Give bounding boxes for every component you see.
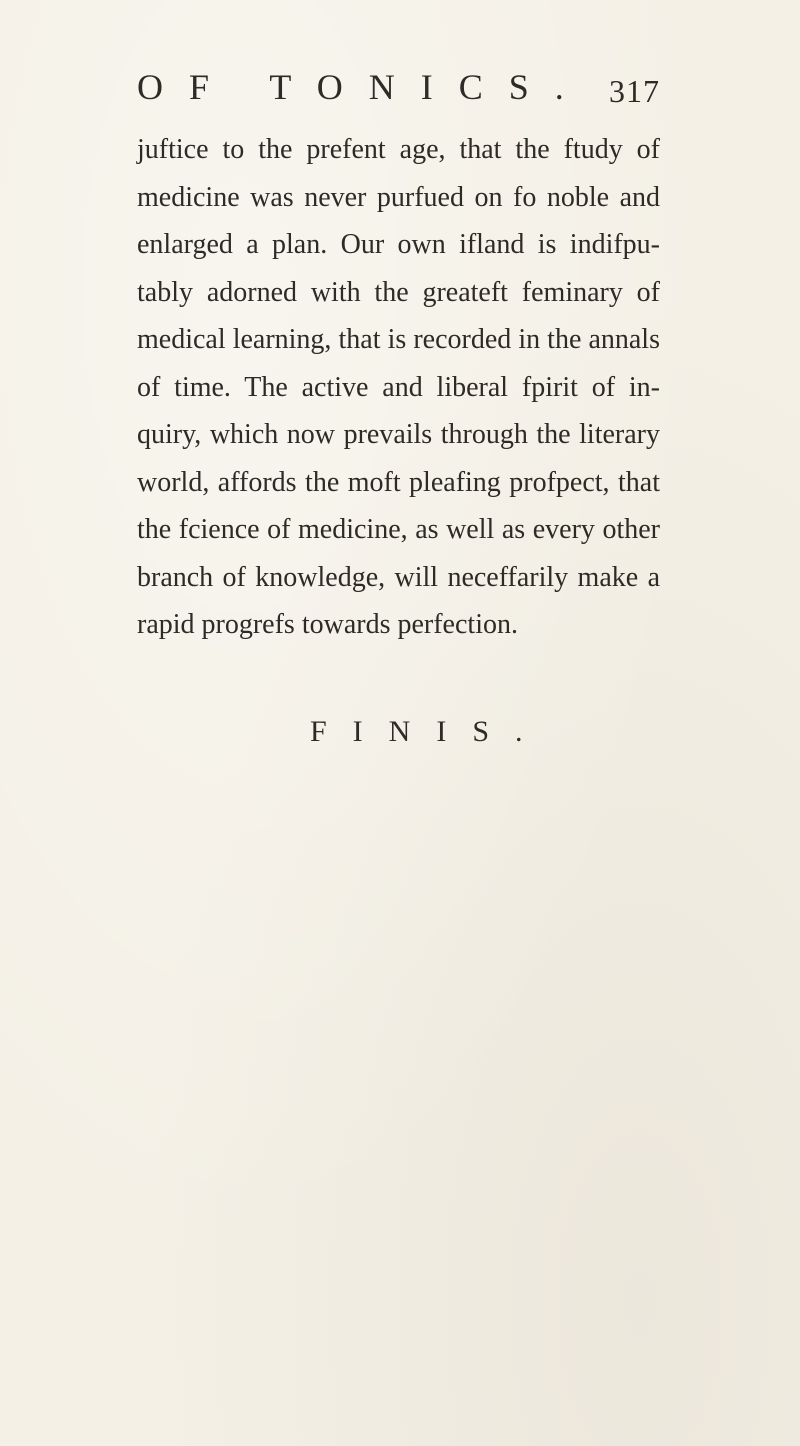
page-number: 317 <box>609 73 660 109</box>
running-head <box>137 62 660 112</box>
running-title: OF TONICS. <box>137 67 590 107</box>
text-line: rapid progrefs towards perfection. <box>137 609 518 640</box>
finis-colophon: FINIS. <box>310 715 549 748</box>
text-line: medical learning, that is recorded in the annals <box>137 324 660 355</box>
text-line: quiry, which now prevails through the literary <box>137 419 660 450</box>
text-line: world, affords the moft pleafing profpect, that <box>137 466 660 498</box>
text-line: branch of knowledge, will neceffarily make a <box>137 561 660 593</box>
text-line: of time. The active and liberal fpirit of in- <box>137 371 660 403</box>
text-line: the fcience of medicine, as well as every other <box>137 514 660 545</box>
body-text <box>137 126 660 649</box>
text-line: medicine was never purfued on fo noble and <box>137 181 660 213</box>
text-line: tably adorned with the greateft feminary of <box>137 276 660 308</box>
text-line: juftice to the prefent age, that the ftudy of <box>137 134 660 165</box>
text-line: enlarged a plan. Our own ifland is indifpu- <box>137 229 660 260</box>
